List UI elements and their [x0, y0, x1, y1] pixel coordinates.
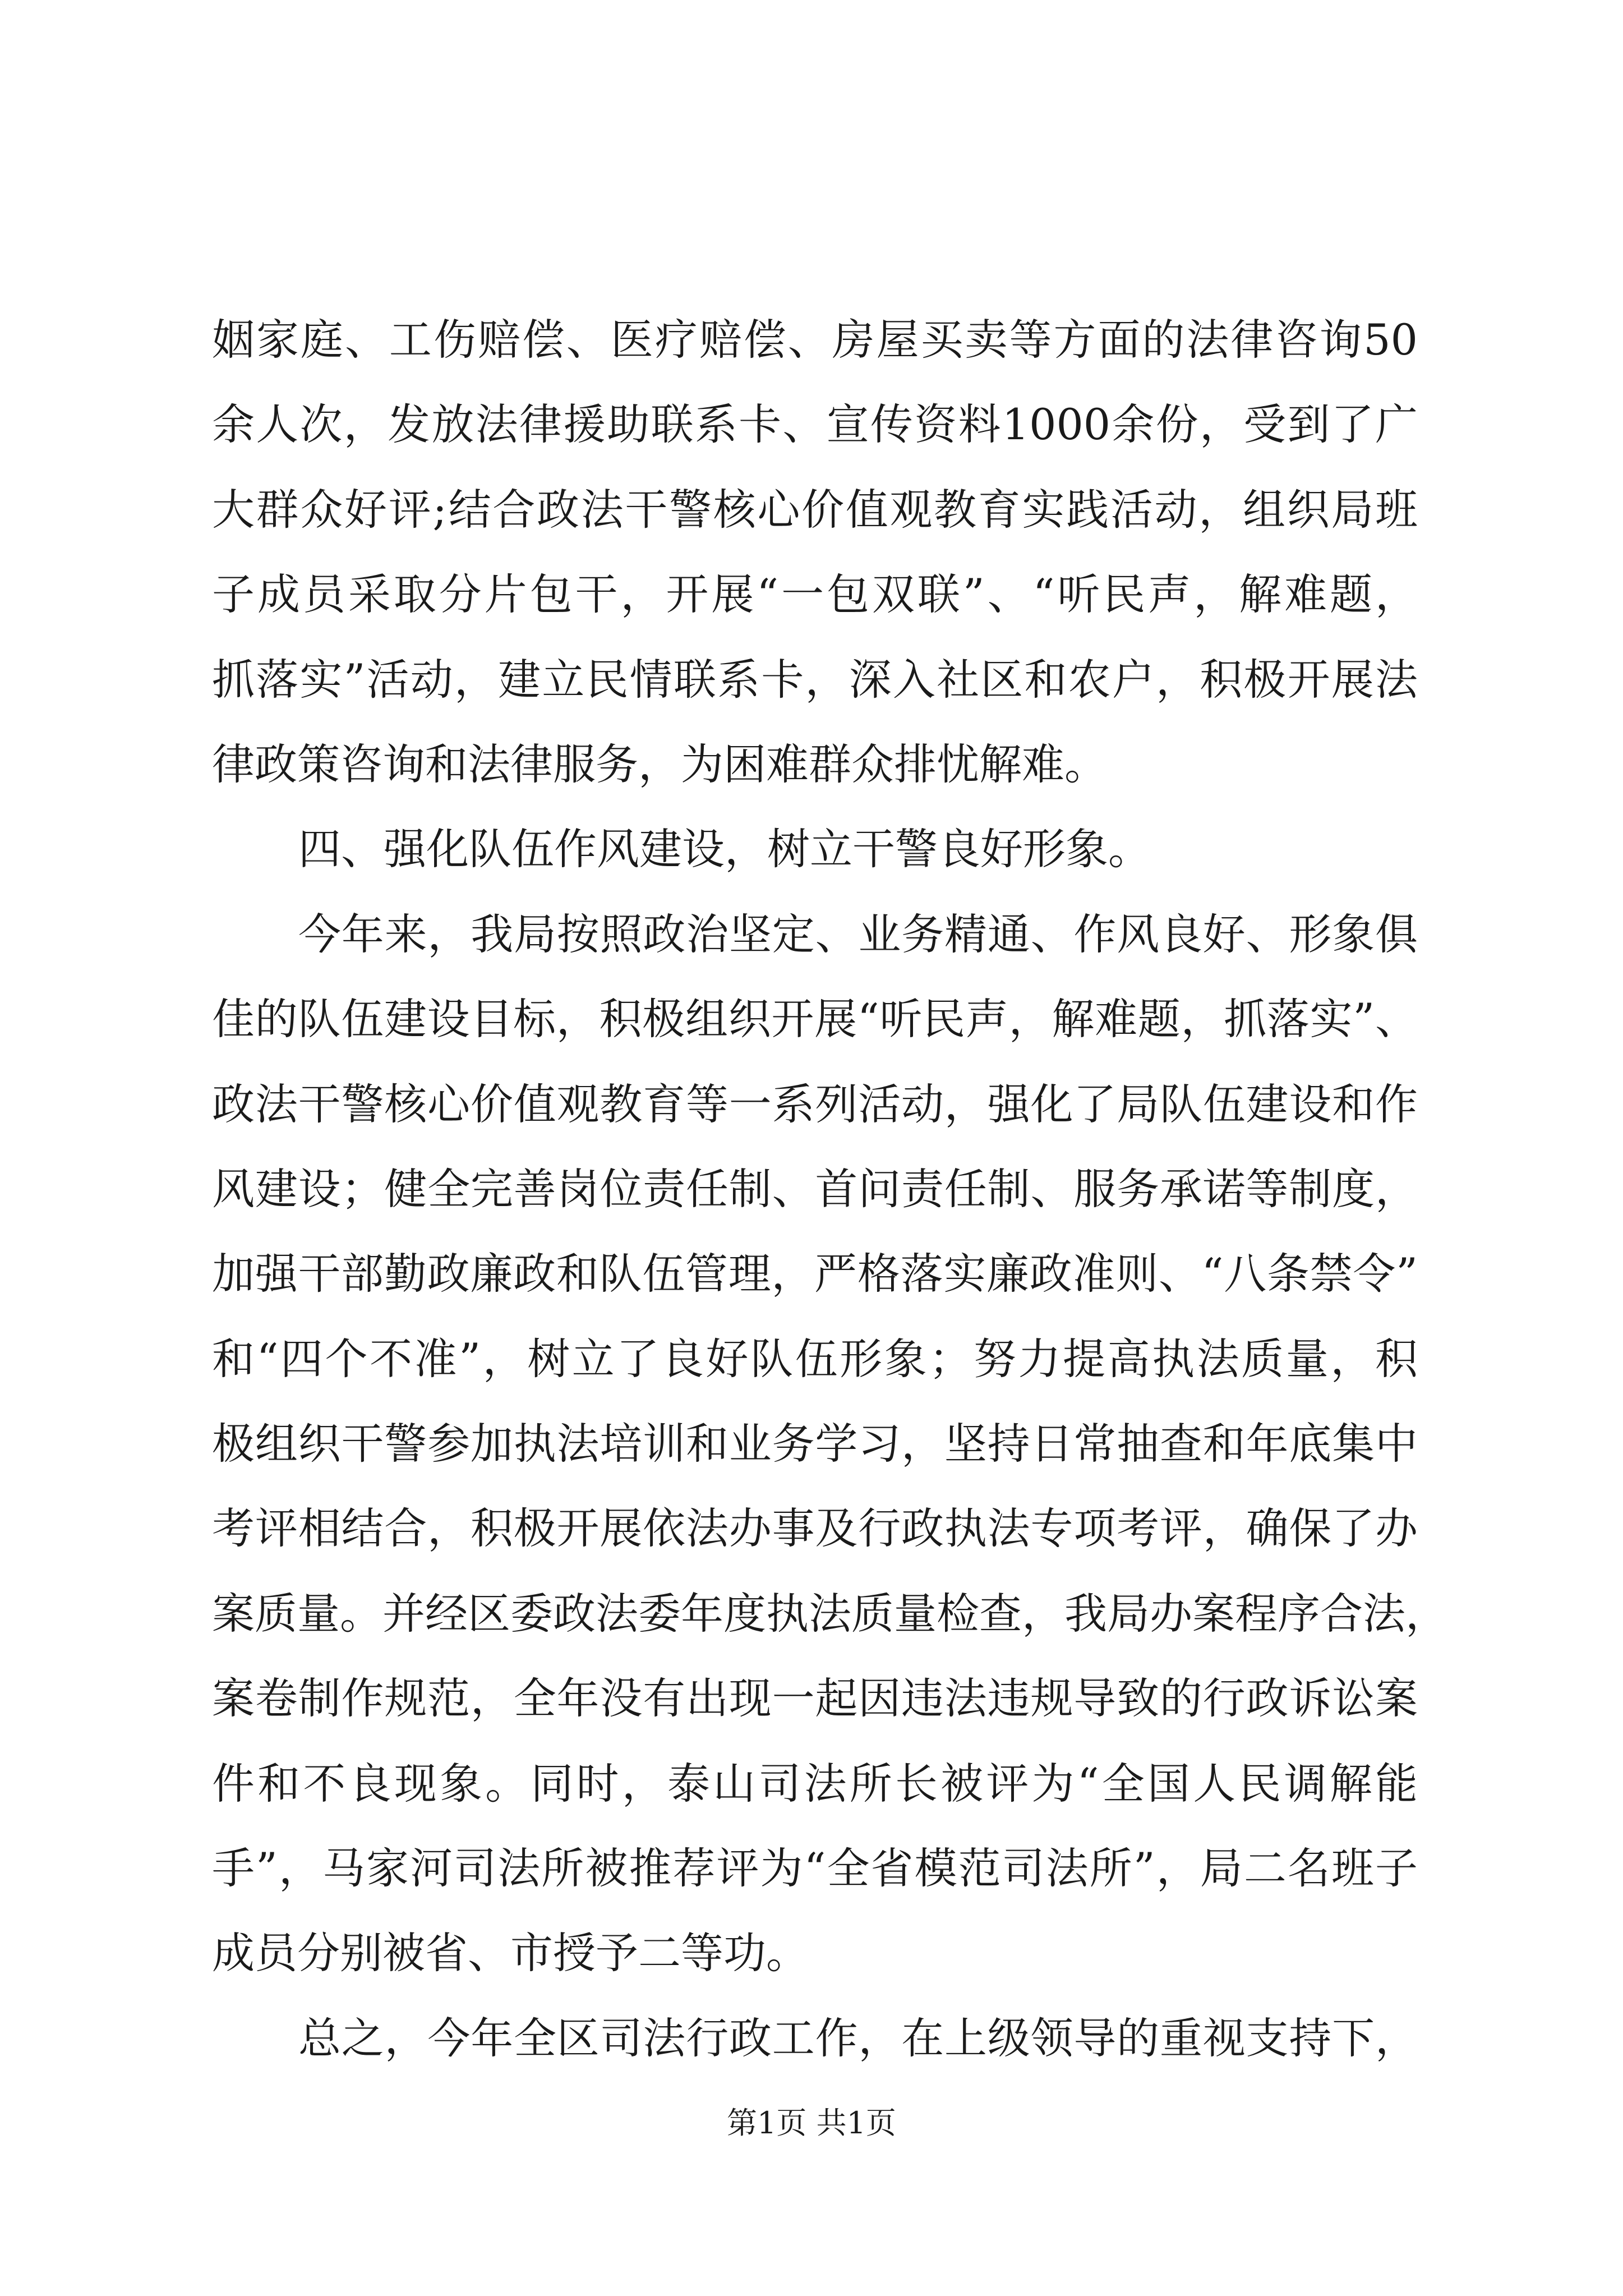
text-line: 余人次，发放法律援助联系卡、宣传资料1000余份，受到了广 [212, 399, 1418, 450]
text-line: 大群众好评;结合政法干警核心价值观教育实践活动，组织局班 [212, 484, 1418, 535]
text-line: 案卷制作规范，全年没有出现一起因违法违规导致的行政诉讼案 [212, 1673, 1418, 1724]
text-line: 佳的队伍建设目标，积极组织开展“听民声，解难题，抓落实”、 [212, 994, 1418, 1045]
page-footer: 第1页 共1页 [727, 2105, 896, 2141]
text-line: 考评相结合，积极开展依法办事及行政执法专项考评，确保了办 [212, 1503, 1418, 1554]
text-line: 总之，今年全区司法行政工作，在上级领导的重视支持下， [298, 2013, 1418, 2063]
document-body [212, 297, 1448, 2081]
text-line: 手”，马家河司法所被推荐评为“全省模范司法所”，局二名班子 [212, 1843, 1418, 1894]
section-heading: 四、强化队伍作风建设，树立干警良好形象。 [298, 824, 1151, 875]
text-line: 案质量。并经区委政法委年度执法质量检查，我局办案程序合法， [212, 1588, 1448, 1639]
text-line: 和“四个不准”，树立了良好队伍形象；努力提高执法质量，积 [212, 1333, 1418, 1384]
text-line: 极组织干警参加执法培训和业务学习，坚持日常抽查和年底集中 [212, 1419, 1418, 1469]
text-line: 律政策咨询和法律服务，为困难群众排忧解难。 [212, 739, 1107, 789]
text-line: 政法干警核心价值观教育等一系列活动，强化了局队伍建设和作 [212, 1079, 1418, 1129]
text-line: 件和不良现象。同时，泰山司法所长被评为“全国人民调解能 [212, 1758, 1418, 1809]
text-line: 姻家庭、工伤赔偿、医疗赔偿、房屋买卖等方面的法律咨询50 [212, 315, 1418, 365]
text-line: 加强干部勤政廉政和队伍管理，严格落实廉政准则、“八条禁令” [212, 1249, 1418, 1299]
text-line: 今年来，我局按照政治坚定、业务精通、作风良好、形象俱 [298, 909, 1418, 959]
text-line: 风建设；健全完善岗位责任制、首问责任制、服务承诺等制度， [212, 1163, 1418, 1214]
text-line: 成员分别被省、市授予二等功。 [212, 1928, 809, 1978]
text-line: 子成员采取分片包干，开展“一包双联”、“听民声，解难题， [212, 569, 1418, 620]
text-line: 抓落实”活动，建立民情联系卡，深入社区和农户，积极开展法 [212, 654, 1418, 705]
